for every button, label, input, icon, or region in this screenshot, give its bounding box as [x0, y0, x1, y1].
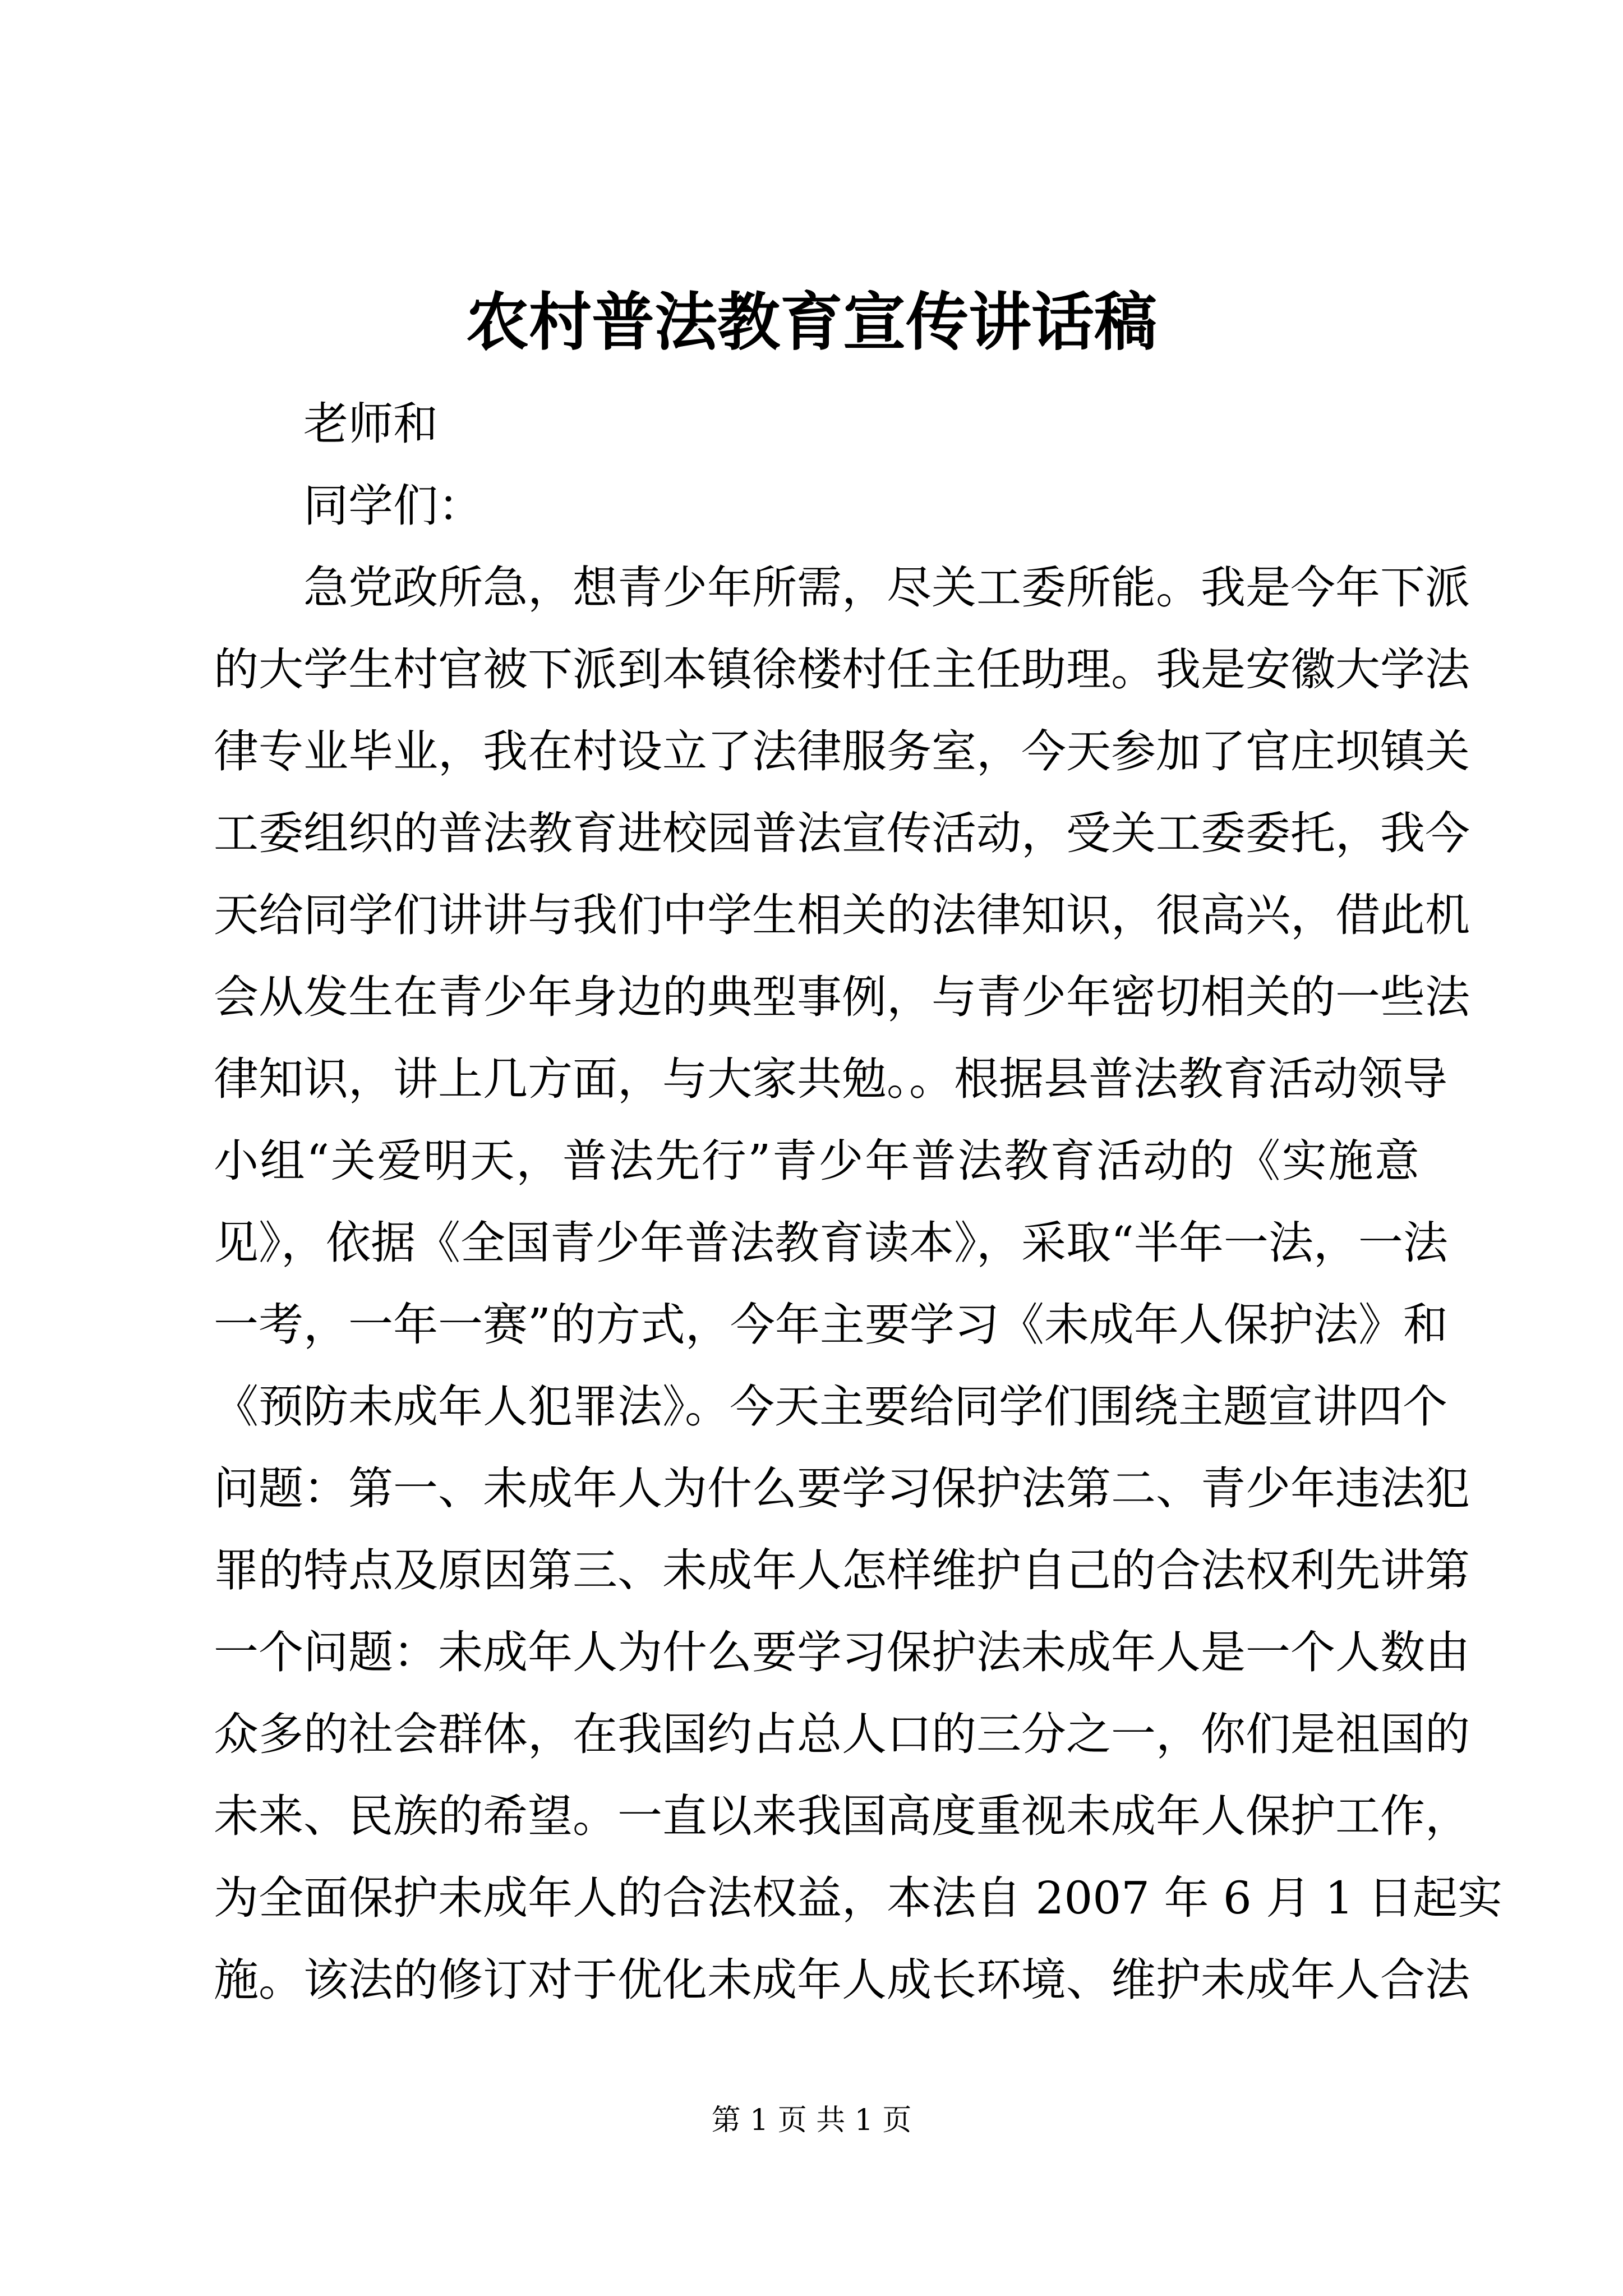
paragraph-line: 急党政所急，想青少年所需，尽关工委所能。我是今年下派 [214, 562, 1470, 614]
document-body [214, 383, 1502, 2021]
paragraph-line: 一个问题：未成年人为什么要学习保护法未成年人是一个人数由 [214, 1626, 1470, 1678]
paragraph-line: 的大学生村官被下派到本镇徐楼村任主任助理。我是安徽大学法 [214, 643, 1470, 696]
document-title: 农村普法教育宣传讲话稿 [466, 286, 1157, 359]
paragraph-line: 见》，依据《全国青少年普法教育读本》，采取“半年一法，一法 [214, 1217, 1448, 1269]
paragraph-line: 小组“关爱明天，普法先行”青少年普法教育活动的《实施意 [214, 1135, 1419, 1187]
paragraph-line: 问题：第一、未成年人为什么要学习保护法第二、青少年违法犯 [214, 1462, 1470, 1515]
paragraph-line: 为全面保护未成年人的合法权益，本法自 2007 年 6 月 1 日起实 [214, 1872, 1502, 1924]
paragraph-line: 工委组织的普法教育进校园普法宣传活动，受关工委委托，我今 [214, 807, 1470, 859]
paragraph-line: 律知识，讲上几方面，与大家共勉。。根据县普法教育活动领导 [214, 1053, 1447, 1105]
paragraph-line: 众多的社会群体，在我国约占总人口的三分之一，你们是祖国的 [214, 1708, 1470, 1760]
salutation-line-1: 老师和 [214, 398, 438, 450]
paragraph-line: 天给同学们讲讲与我们中学生相关的法律知识，很高兴，借此机 [214, 889, 1470, 941]
paragraph-line: 未来、民族的希望。一直以来我国高度重视未成年人保护工作， [214, 1790, 1470, 1842]
page-number-footer: 第 1 页 共 1 页 [711, 2104, 912, 2137]
paragraph-line: 会从发生在青少年身边的典型事例，与青少年密切相关的一些法 [214, 971, 1470, 1023]
paragraph-line: 《预防未成年人犯罪法》。今天主要给同学们围绕主题宣讲四个 [214, 1381, 1447, 1433]
paragraph-line: 律专业毕业，我在村设立了法律服务室，今天参加了官庄坝镇关 [214, 725, 1470, 777]
paragraph-line: 施。该法的修订对于优化未成年人成长环境、维护未成年人合法 [214, 1954, 1470, 2006]
paragraph-line: 罪的特点及原因第三、未成年人怎样维护自己的合法权利先讲第 [214, 1544, 1470, 1596]
paragraph-line: 一考，一年一赛”的方式，今年主要学习《未成年人保护法》和 [214, 1299, 1448, 1351]
salutation-line-2: 同学们： [214, 480, 483, 532]
